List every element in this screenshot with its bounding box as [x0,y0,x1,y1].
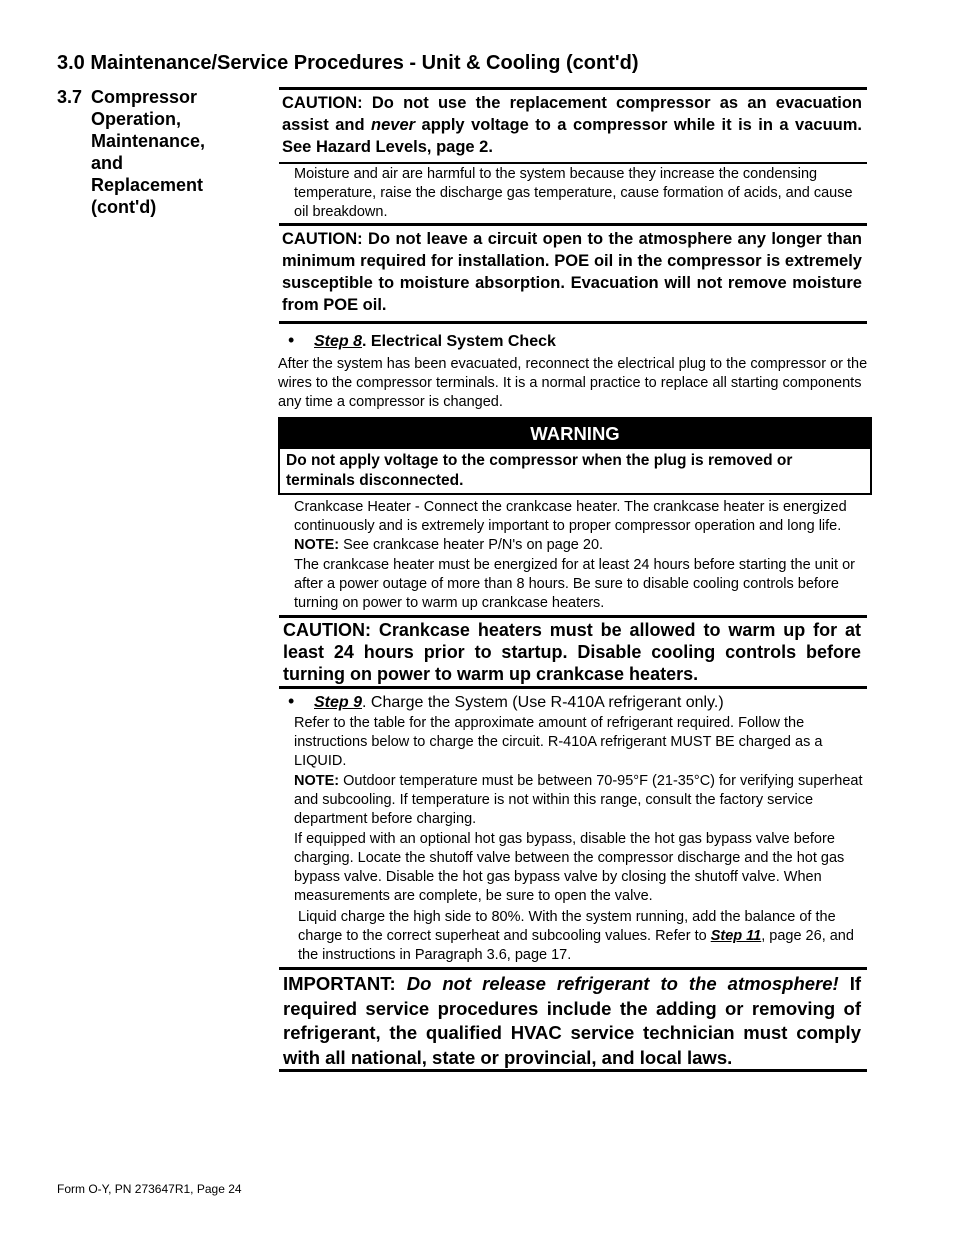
crankcase-note-text: See crankcase heater P/N's on page 20. [339,537,604,553]
step-9-paragraph-4 [298,908,868,965]
warning-text: Do not apply voltage to the compressor when the plug is removed or terminals disconnected. [286,452,793,489]
divider [279,321,867,324]
step-9-paragraph-1: Refer to the table for the approximate amount of refrigerant required. Follow the instructions below to charge the circuit. R-410A refrigerant MUST BE charged as a LIQUID. [294,715,823,769]
divider [279,87,867,90]
important-label: IMPORTANT: [283,973,407,994]
divider [279,223,867,226]
step-8-heading [288,330,556,351]
caution-vacuum [282,92,862,158]
crankcase-text: Crankcase Heater - Connect the crankcase heater. The crankcase heater is energized continuously and is extremely important to proper compressor operation and long life. [294,499,847,534]
step-8-body: After the system has been evacuated, reconnect the electrical plug to the compressor or the wires to the compressor terminals. It is a normal practice to replace all starting components any time a compressor is changed. [278,356,868,410]
caution-crankcase: CAUTION: Crankcase heaters must be allowed to warm up for at least 24 hours prior to startup. Disable cooling controls before turning on power to warm up crankcase heaters. [283,620,861,684]
important-emphasis: Do not release refrigerant to the atmosphere! [406,973,839,994]
step-9-link[interactable]: Step 9 [314,694,363,711]
step-9-heading [288,691,724,712]
divider [279,1069,867,1072]
step-8-title: . Electrical System Check [362,333,556,350]
section-heading: 3.0 Maintenance/Service Procedures - Unit & Cooling (cont'd) [57,52,639,74]
note-label: NOTE: [294,773,340,789]
important-text: If required service procedures include the adding or removing of refrigerant, the qualified HVAC service technician must comply with all national, state or provincial, and local laws. [283,973,861,1068]
divider [279,967,867,970]
caution-vacuum-suffix: apply voltage to a compressor while it is in a vacuum. See Hazard Levels, page 2. [282,116,862,156]
subsection-title: Compressor Operation, Maintenance, and Replacement (cont'd) [91,87,206,217]
step-9-para4-tail: , page 26, and the instructions in Paragraph 3.6, page 17. [298,928,854,963]
divider [279,615,867,618]
warning-banner: WARNING [280,419,870,449]
step-11-link[interactable]: Step 11 [710,928,762,944]
note-label: NOTE: [294,537,340,553]
step-9-note [294,772,868,829]
important-notice [283,972,861,1070]
caution-vacuum-emphasis: never [371,116,416,134]
step-9-title: . Charge the System (Use R-410A refrigerant only.) [362,694,724,711]
bullet-icon: • [288,330,295,350]
step-9-paragraph-3: If equipped with an optional hot gas bypass, disable the hot gas bypass valve before charging. Locate the shutoff valve between the compressor discharge and the hot gas bypass valve. Disable the hot gas bypass valve by closing the shutoff valve. When measurements are complete, be sure to open the valve. [294,831,845,904]
subsection-heading [57,86,237,218]
divider [279,162,867,164]
subsection-number: 3.7 [57,87,83,107]
step-8-link[interactable]: Step 8 [314,333,363,350]
warning-box [278,417,872,495]
moisture-note: Moisture and air are harmful to the system because they increase the condensing temperature, raise the discharge gas temperature, cause formation of acids, and cause oil breakdown. [294,166,853,220]
page-footer: Form O-Y, PN 273647R1, Page 24 [57,1182,242,1196]
bullet-icon: • [288,691,295,711]
step-9-note-text: Outdoor temperature must be between 70-95°F (21-35°C) for verifying superheat and subcooling. If temperature is not within this range, consult the factory service department before charging. [294,773,863,827]
crankcase-paragraph-2: The crankcase heater must be energized for at least 24 hours before starting the unit or after a power outage of more than 8 hours. Be sure to disable cooling controls before turning on power to warm up crankcase heaters. [294,557,855,611]
step-9-para4-text: Liquid charge the high side to 80%. With the system running, add the balance of the charge to the correct superheat and subcooling values. Refer to [298,909,836,944]
caution-vacuum-prefix: CAUTION: Do not use the replacement compressor as an evacuation assist and [282,94,862,134]
divider [279,686,867,689]
crankcase-paragraph-1 [294,498,868,555]
caution-poe-oil: CAUTION: Do not leave a circuit open to the atmosphere any longer than minimum required for installation. POE oil in the compressor is extremely susceptible to moisture absorption. Evacuation will not remove moisture from POE oil. [282,230,862,314]
